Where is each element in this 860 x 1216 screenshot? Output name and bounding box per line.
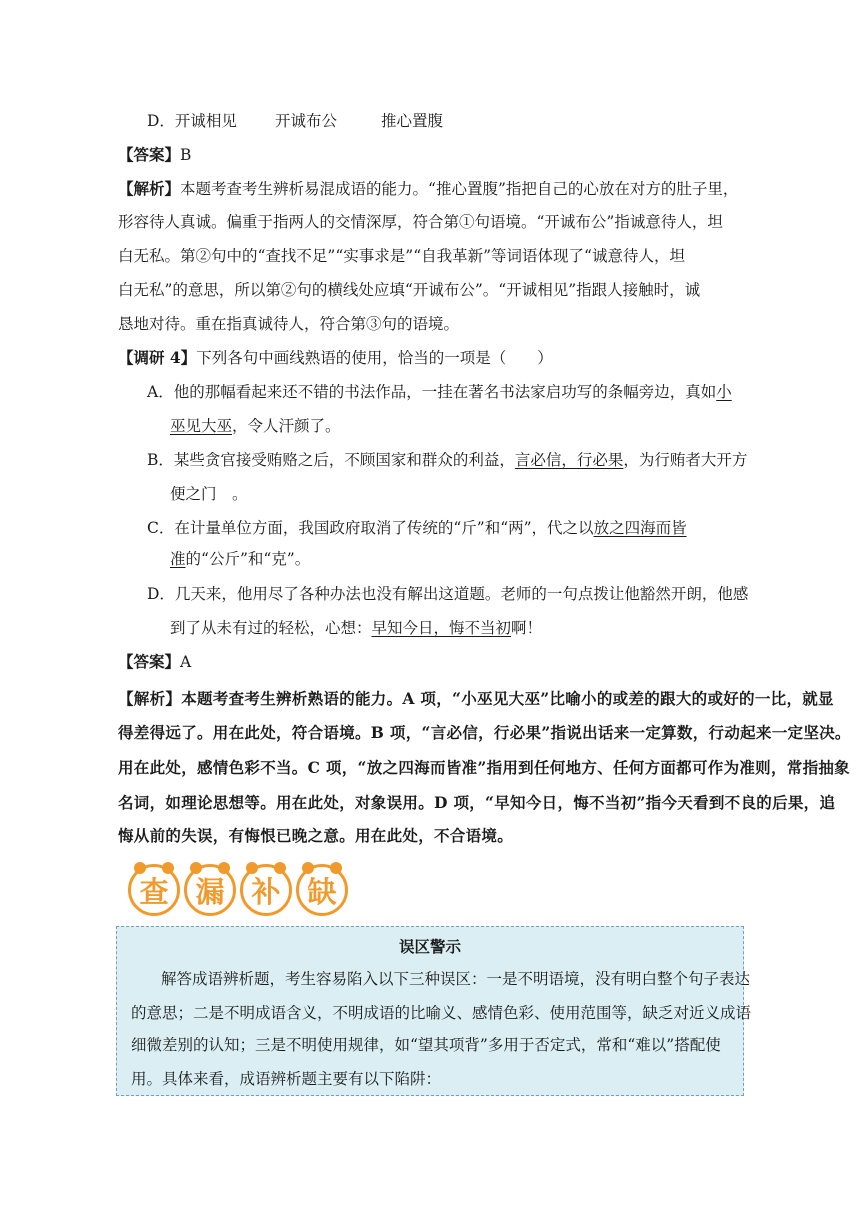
warning-line-4: 用。具体来看，成语辨析题主要有以下陷阱： <box>131 1070 442 1088</box>
banner-char-badge <box>240 864 292 916</box>
warning-title: 误区警示 <box>398 937 461 956</box>
underlined-idiom: 放之四海而皆 <box>593 519 687 537</box>
option-b-text: B．某些贪官接受贿赂之后，不顾国家和群众的利益， <box>147 451 515 469</box>
question-4-stem <box>118 348 553 368</box>
banner-char-badge <box>184 864 236 916</box>
underlined-idiom: 巫见大巫 <box>170 417 233 435</box>
option-b-line-1 <box>147 450 747 470</box>
section-banner <box>128 864 348 920</box>
underlined-idiom: 准 <box>170 550 186 568</box>
analysis-label: 【解析】 <box>118 689 182 708</box>
option-c-text: 的“公斤”和“克”。 <box>185 550 311 568</box>
question-text: 下列各句中画线熟语的使用，恰当的一项是（ ） <box>196 349 553 367</box>
analysis-1-line-4: 白无私”的意思，所以第②句的横线处应填“开诚布公”。“开诚相见”指跟人接触时，诚 <box>118 281 701 299</box>
analysis-1-line-3: 白无私。第②句中的“查找不足”“实事求是”“自我革新”等词语体现了“诚意待人，坦 <box>118 247 685 265</box>
question-label: 【调研 4】 <box>118 348 197 367</box>
analysis-2-line-3: 用在此处，感情色彩不当。C 项，“放之四海而皆准”指用到任何地方、任何方面都可作为准则，常指抽象 <box>118 758 850 777</box>
banner-char: 缺 <box>307 874 337 909</box>
option-a-text: ，令人汗颜了。 <box>232 417 341 435</box>
answer-label: 【答案】 <box>118 145 181 164</box>
underlined-idiom: 早知今日，悔不当初 <box>371 619 512 637</box>
analysis-text: 本题考查考生辨析易混成语的能力。“推心置腹”指把自己的心放在对方的肚子里， <box>180 180 739 198</box>
analysis-1-line-2: 形容待人真诚。偏重于指两人的交情深厚，符合第①句语境。“开诚布公”指诚意待人，坦 <box>118 213 723 231</box>
warning-line-2: 的意思；二是不明成语含义，不明成语的比喻义、感情色彩、使用范围等，缺乏对近义成语 <box>131 1004 752 1022</box>
option-d-text: 到了从未有过的轻松，心想： <box>170 619 372 637</box>
answer-2 <box>118 652 191 672</box>
option-c-text: C．在计量单位方面，我国政府取消了传统的“斤”和“两”，代之以 <box>147 519 594 537</box>
option-d-line <box>147 111 443 131</box>
banner-char: 补 <box>251 874 281 909</box>
banner-char: 漏 <box>195 874 225 909</box>
banner-char-badge <box>128 864 180 916</box>
option-a-text: A．他的那幅看起来还不错的书法作品，一挂在著名书法家启功写的条幅旁边，真如 <box>147 383 717 401</box>
option-a-line-1 <box>147 382 732 402</box>
option-d-idiom-c: 推心置腹 <box>380 112 443 130</box>
option-a-line-2 <box>170 416 341 436</box>
warning-box <box>116 926 752 1096</box>
analysis-2-line-5: 悔从前的失误，有悔恨已晚之意。用在此处，不合语境。 <box>118 826 514 845</box>
option-d-idiom-b: 开诚布公 <box>274 112 337 130</box>
banner-char-badge <box>296 864 348 916</box>
warning-line-1: 解答成语辨析题，考生容易陷入以下三种误区：一是不明语境，没有明白整个句子表达 <box>161 970 751 988</box>
answer-1 <box>118 145 191 165</box>
option-d-text: 啊！ <box>511 619 543 637</box>
answer-label: 【答案】 <box>118 652 181 671</box>
underlined-idiom: 言必信，行必果 <box>514 451 624 469</box>
underlined-idiom: 小 <box>716 383 732 401</box>
option-d2-line-2 <box>170 618 542 638</box>
option-b-line-2: 便之门 。 <box>170 485 248 503</box>
answer-value: B <box>180 146 192 164</box>
analysis-1-line-5: 恳地对待。重在指真诚待人，符合第③句的语境。 <box>118 315 460 333</box>
analysis-2-line-4: 名词，如理论思想等。用在此处，对象误用。D 项，“早知今日，悔不当初”指今天看到不良的后果，追 <box>118 793 836 812</box>
analysis-text: 本题考查考生辨析熟语的能力。A 项，“小巫见大巫”比喻小的或差的跟大的或好的一比，就显 <box>181 689 834 708</box>
analysis-2-line-2: 得差得远了。用在此处，符合语境。B 项，“言必信，行必果”指说出话来一定算数，行动起来一定坚决。 <box>118 723 851 742</box>
analysis-2-line-1 <box>118 689 834 709</box>
option-c-line-2 <box>170 549 310 569</box>
answer-value: A <box>180 653 192 671</box>
analysis-label: 【解析】 <box>118 179 181 198</box>
option-d-text: D．开诚相见 <box>147 112 237 130</box>
option-b-text: ，为行贿者大开方 <box>623 451 748 469</box>
option-c-line-1 <box>147 518 687 538</box>
option-d2-line-1: D．几天来，他用尽了各种办法也没有解出这道题。老师的一句点拨让他豁然开朗，他感 <box>147 585 749 603</box>
analysis-1-line-1 <box>118 179 738 199</box>
warning-line-3: 细微差别的认知；三是不明使用规律，如“望其项背”多用于否定式，常和“难以”搭配使 <box>131 1036 721 1054</box>
banner-char: 查 <box>139 874 169 909</box>
